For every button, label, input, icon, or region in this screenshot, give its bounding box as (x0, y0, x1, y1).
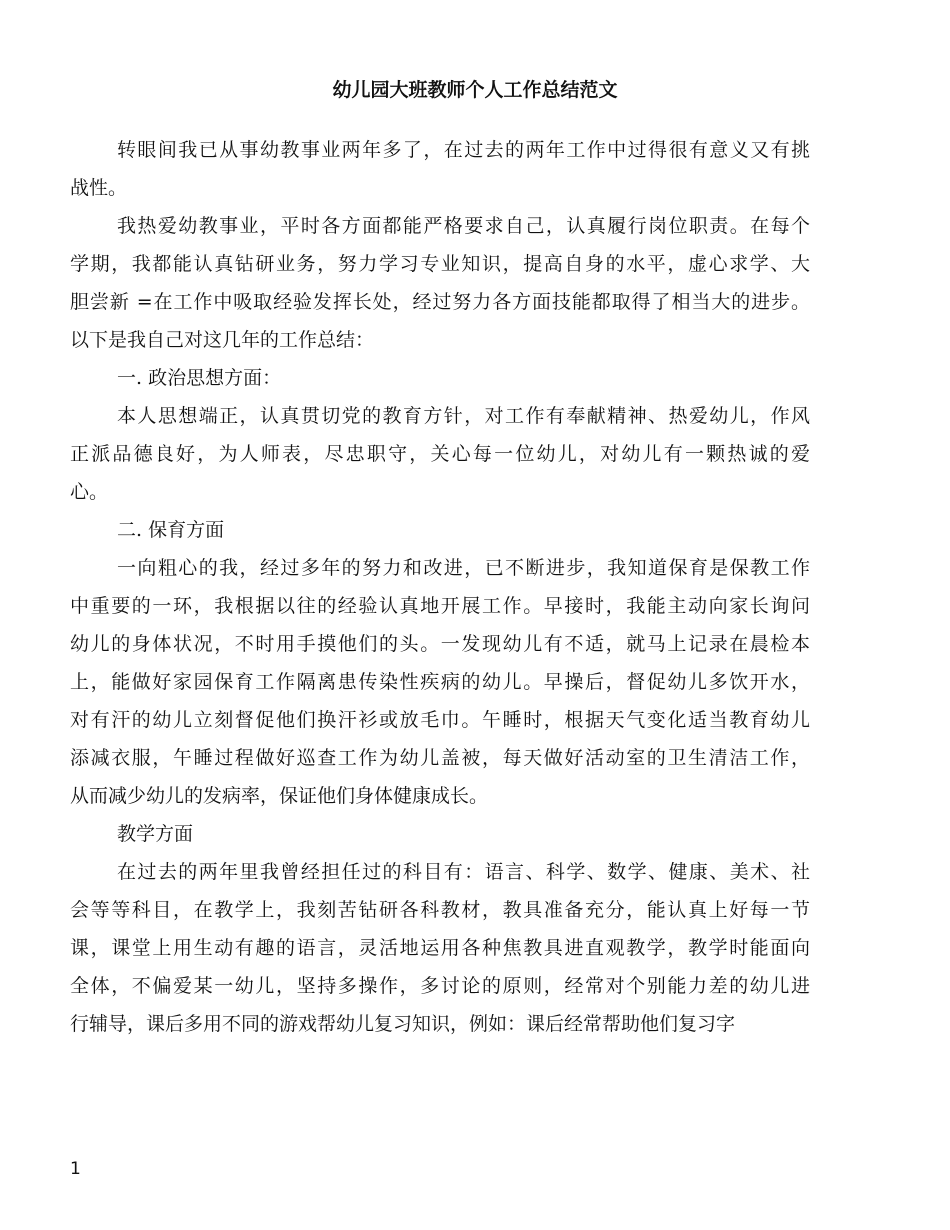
text-line: 全体，不偏爱某一幼儿，坚持多操作，多讨论的原则，经常对个别能力差的幼儿进 (70, 975, 810, 997)
text-line: 学期，我都能认真钻研业务，努力学习专业知识，提高自身的水平，虚心求学、大 (70, 253, 810, 275)
text-line: 心。 (70, 481, 109, 503)
text-line: 一. 政治思想方面： (117, 367, 282, 389)
document-body (70, 131, 810, 1043)
text-line: 本人思想端正，认真贯切党的教育方针，对工作有奉献精神、热爱幼儿，作风 (117, 405, 810, 427)
section-heading (70, 359, 810, 397)
text-line: 战性。 (70, 177, 128, 199)
paragraph (70, 549, 810, 815)
paragraph (70, 853, 810, 1043)
paragraph (70, 397, 810, 511)
text-line: 中重要的一环，我根据以往的经验认真地开展工作。早接时，我能主动向家长询问 (70, 595, 810, 617)
paragraph (70, 131, 810, 207)
text-line: 二. 保育方面 (117, 519, 225, 541)
text-line: 会等等科目，在教学上，我刻苦钻研各科教材，教具准备充分，能认真上好每一节 (70, 899, 810, 921)
text-line: 一向粗心的我，经过多年的努力和改进，已不断进步，我知道保育是保教工作 (117, 557, 810, 579)
document-title: 幼儿园大班教师个人工作总结范文 (332, 79, 618, 101)
text-line: 课，课堂上用生动有趣的语言，灵活地运用各种焦教具进直观教学，教学时能面向 (70, 937, 810, 959)
text-line: 行辅导，课后多用不同的游戏帮幼儿复习知识，例如：课后经常帮助他们复习字 (70, 1013, 736, 1035)
text-line: 从而减少幼儿的发病率，保证他们身体健康成长。 (70, 785, 489, 807)
text-line: 正派品德良好，为人师表，尽忠职守，关心每一位幼儿，对幼儿有一颗热诚的爱 (70, 443, 810, 465)
text-line: 转眼间我已从事幼教事业两年多了，在过去的两年工作中过得很有意义又有挑 (117, 139, 810, 161)
text-line: 在过去的两年里我曾经担任过的科目有：语言、科学、数学、健康、美术、社 (117, 861, 810, 883)
text-line: 上，能做好家园保育工作隔离患传染性疾病的幼儿。早操后，督促幼儿多饮开水， (70, 671, 810, 693)
paragraph (70, 207, 810, 359)
text-line: 教学方面 (117, 823, 194, 845)
text-line: 幼儿的身体状况，不时用手摸他们的头。一发现幼儿有不适，就马上记录在晨检本 (70, 633, 810, 655)
text-line: 对有汗的幼儿立刻督促他们换汗衫或放毛巾。午睡时，根据天气变化适当教育幼儿 (70, 709, 810, 731)
text-line: 我热爱幼教事业，平时各方面都能严格要求自己，认真履行岗位职责。在每个 (117, 215, 810, 237)
text-line: 胆尝新 =在工作中吸取经验发挥长处，经过努力各方面技能都取得了相当大的进步。 (70, 291, 810, 313)
section-heading (70, 815, 810, 853)
text-line: 添减衣服，午睡过程做好巡查工作为幼儿盖被，每天做好活动室的卫生清洁工作， (70, 747, 810, 769)
section-heading (70, 511, 810, 549)
page-number: 1 (70, 1159, 81, 1179)
text-line: 以下是我自己对这几年的工作总结： (70, 329, 375, 351)
